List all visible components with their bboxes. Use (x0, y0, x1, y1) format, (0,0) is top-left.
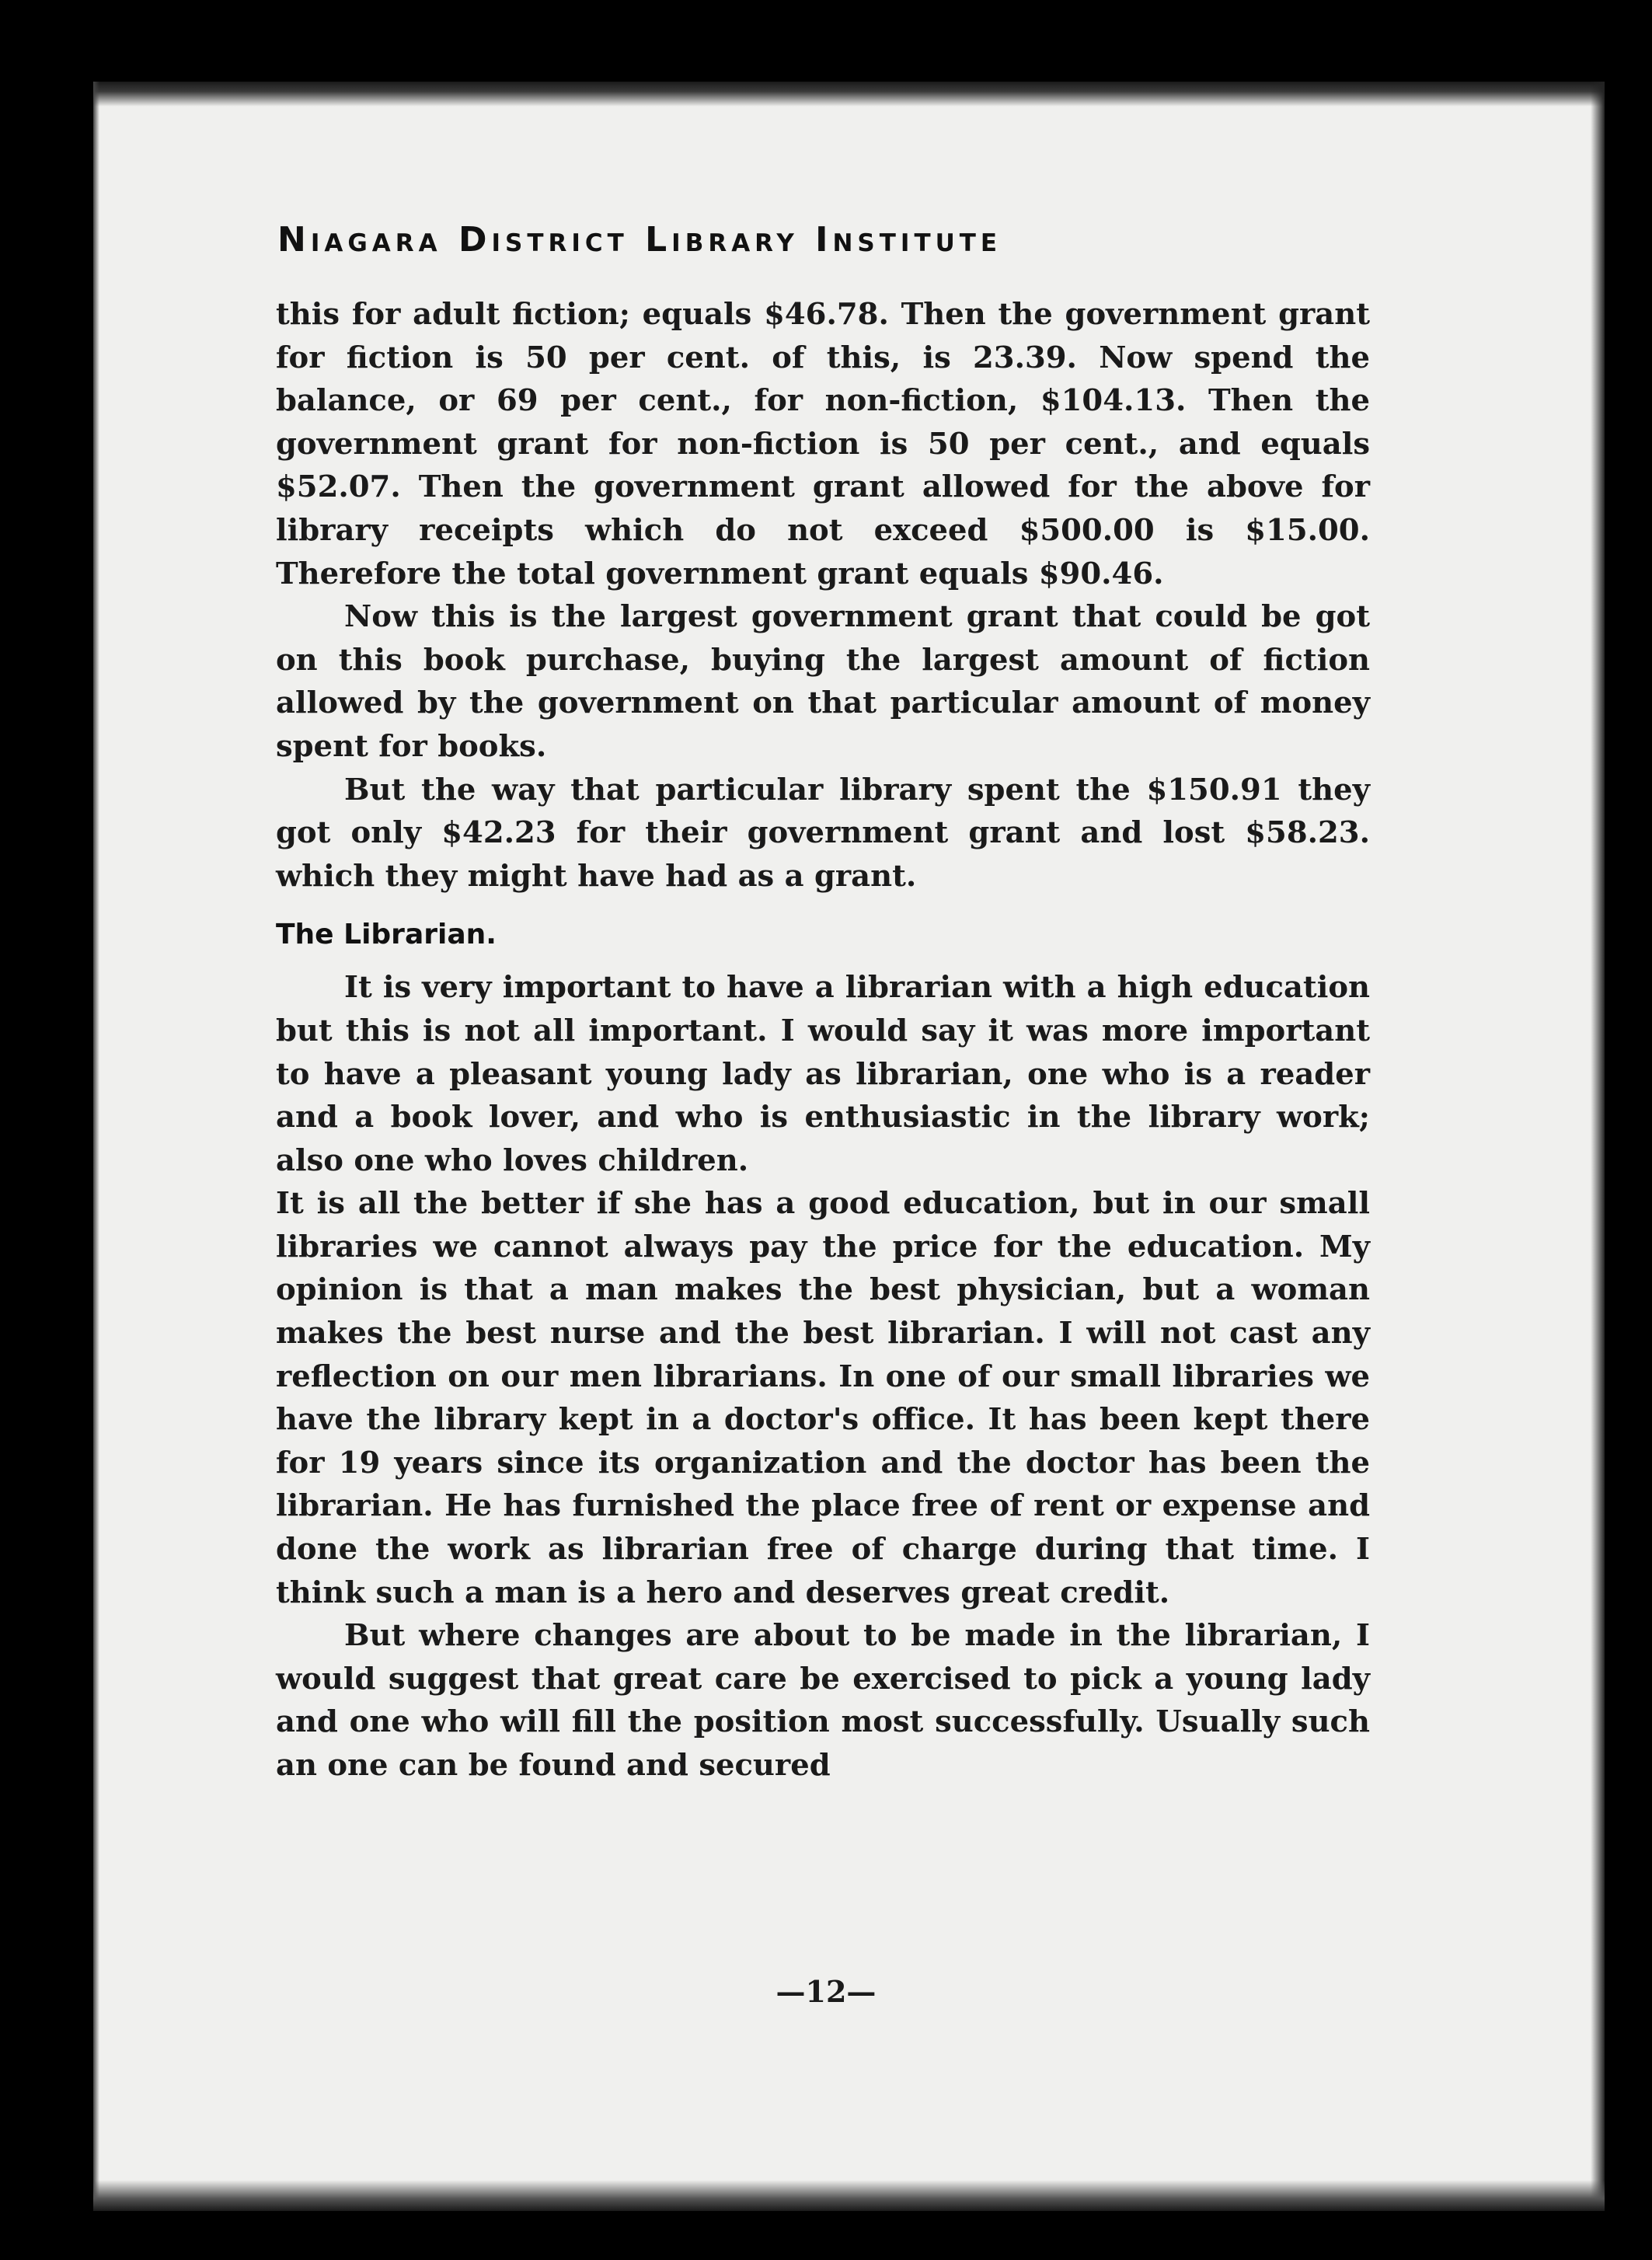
page-top-shadow (93, 82, 1605, 106)
section-heading: The Librarian. (276, 919, 497, 951)
page-bottom-shadow (93, 2180, 1605, 2211)
running-head: Niagara District Library Institute (277, 220, 1002, 260)
body-text (276, 293, 1370, 1787)
page-right-shadow (1591, 82, 1605, 2211)
page-number: —12— (775, 1974, 877, 2009)
paragraph-2: Now this is the largest government grant that could be got on this book purchase, buying the largest amount of fiction allowed by the government on that particular amount of money spent for books. (276, 599, 1370, 764)
paragraph-5: It is all the better if she has a good education, but in our small libraries we cannot always pay the price for the education. My opinion is that a man makes the best physician, but a woman makes the best nurse and the best librarian. I will not cast any reflection on our men librarians. In one of our small libraries we have the library kept in a doctor's office. It has been kept there for 19 years since its organization and the doctor has been the librarian. He has furnished the place free of rent or expense and done the work as librarian free of charge during that time. I think such a man is a hero and deserves great credit. (276, 1186, 1370, 1610)
paragraph-6: But where changes are about to be made in the librarian, I would suggest that great care be exercised to pick a young lady and one who will fill the position most successfully. Usually such an one can be found and secured (276, 1618, 1370, 1783)
paragraph-3: But the way that particular library spent the $150.91 they got only $42.23 for their government grant and lost $58.23. which they might have had as a grant. (276, 772, 1370, 894)
paragraph-4: It is very important to have a librarian with a high education but this is not all important. I would say it was more important to have a pleasant young lady as librarian, one who is a reader and a book lover, and who is enthusiastic in the library work; also one who loves children. (276, 970, 1370, 1178)
page-left-shadow (93, 82, 99, 2211)
paragraph-1: this for adult fiction; equals $46.78. Then the government grant for fiction is 50 per cent. of this, is 23.39. Now spend the balance, or 69 per cent., for non-fiction, $104.13. Then the government grant for non-fiction is 50 per cent., and equals $52.07. Then the government grant allowed for the above for library receipts which do not exceed $500.00 is $15.00. Therefore the total government grant equals $90.46. (276, 297, 1370, 591)
